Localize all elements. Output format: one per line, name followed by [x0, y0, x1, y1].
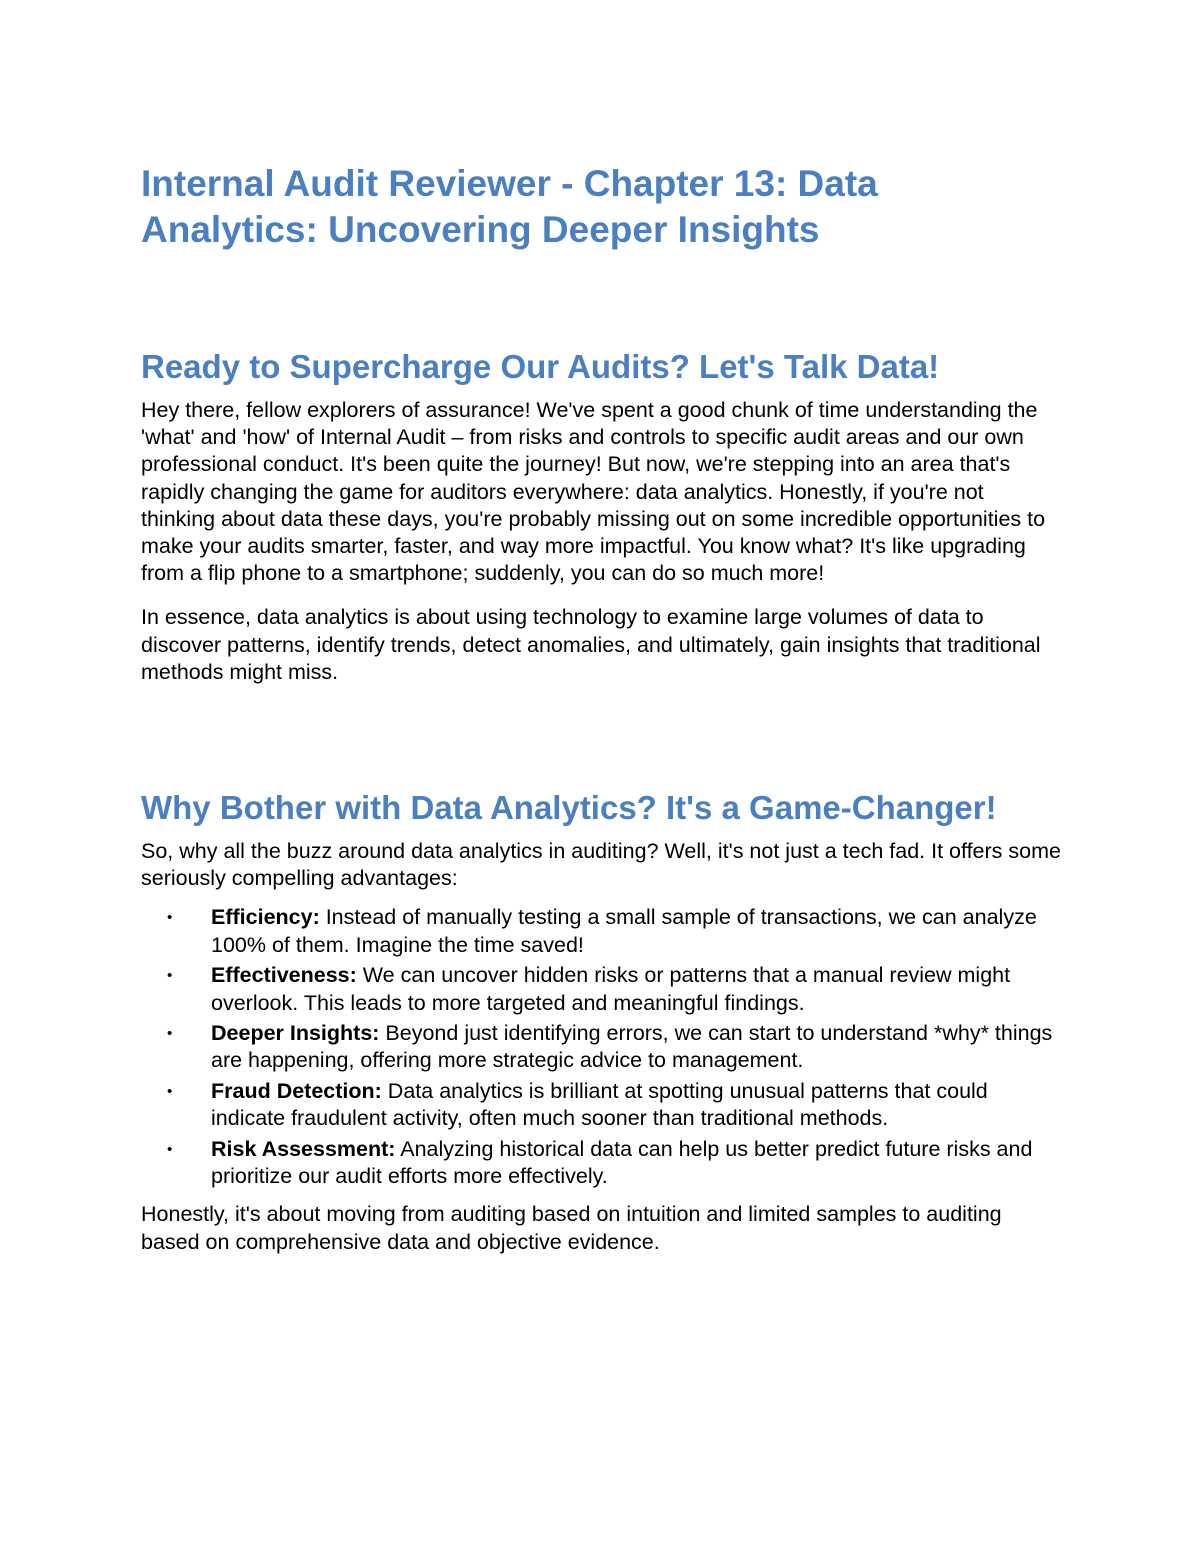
- bullet-icon: •: [167, 1141, 173, 1159]
- why-paragraph: So, why all the buzz around data analytics in auditing? Well, it's not just a tech fad. It offers some seriously compelling advantages:: [141, 839, 1061, 891]
- benefit-text: We can uncover hidden risks or patterns that a manual review might overlook. This leads to more targeted and meaningful findings.: [211, 963, 1011, 1015]
- benefit-item-deeper-insights: [141, 1020, 1061, 1074]
- benefits-list: [141, 904, 1061, 1190]
- benefit-term: Efficiency:: [211, 905, 320, 930]
- benefit-term: Effectiveness:: [211, 963, 357, 988]
- benefit-item-efficiency: [141, 904, 1061, 958]
- document-content: [141, 161, 1061, 1256]
- benefit-term: Risk Assessment:: [211, 1137, 396, 1162]
- intro-paragraph: Hey there, fellow explorers of assurance! We've spent a good chunk of time understanding the 'what' and 'how' of Internal Audit – from risks and controls to specific audit areas and our own professional conduct. It's been quite the journey! But now, we're stepping into an area that's rapidly changing the game for auditors everywhere: data analytics. Honestly, if you're not thinking about data these days, you're probably missing out on some incredible opportunities to make your audits smarter, faster, and way more impactful. You know what? It's like upgrading from a flip phone to a smartphone; suddenly, you can do so much more!: [141, 398, 1046, 586]
- document-title: Internal Audit Reviewer - Chapter 13: Data Analytics: Uncovering Deeper Insights: [141, 163, 878, 250]
- benefit-text: Analyzing historical data can help us better predict future risks and prioritize our audit efforts more effectively.: [211, 1137, 1033, 1189]
- section-heading-supercharge: Ready to Supercharge Our Audits? Let's Talk Data!: [141, 348, 940, 385]
- benefit-item-effectiveness: [141, 962, 1061, 1016]
- benefit-item-risk-assessment: [141, 1136, 1061, 1190]
- benefit-term: Fraud Detection:: [211, 1079, 382, 1104]
- bullet-icon: •: [167, 909, 173, 927]
- benefit-text: Data analytics is brilliant at spotting unusual patterns that could indicate fraudulent activity, often much sooner than traditional methods.: [211, 1079, 988, 1131]
- benefit-text: Instead of manually testing a small sample of transactions, we can analyze 100% of them. Imagine the time saved!: [211, 905, 1037, 957]
- bullet-icon: •: [167, 1025, 173, 1043]
- section-heading-why-bother: Why Bother with Data Analytics? It's a Game-Changer!: [141, 789, 997, 827]
- benefit-text: Beyond just identifying errors, we can start to understand *why* things are happening, offering more strategic advice to management.: [211, 1021, 1053, 1073]
- essence-paragraph: In essence, data analytics is about using technology to examine large volumes of data to discover patterns, identify trends, detect anomalies, and ultimately, gain insights that traditional methods might miss.: [141, 605, 1041, 684]
- conclusion-paragraph: Honestly, it's about moving from auditing based on intuition and limited samples to auditing based on comprehensive data and objective evidence.: [141, 1202, 1002, 1254]
- bullet-icon: •: [167, 1083, 173, 1101]
- benefit-item-fraud-detection: [141, 1078, 1061, 1132]
- bullet-icon: •: [167, 967, 173, 985]
- benefit-term: Deeper Insights:: [211, 1021, 380, 1046]
